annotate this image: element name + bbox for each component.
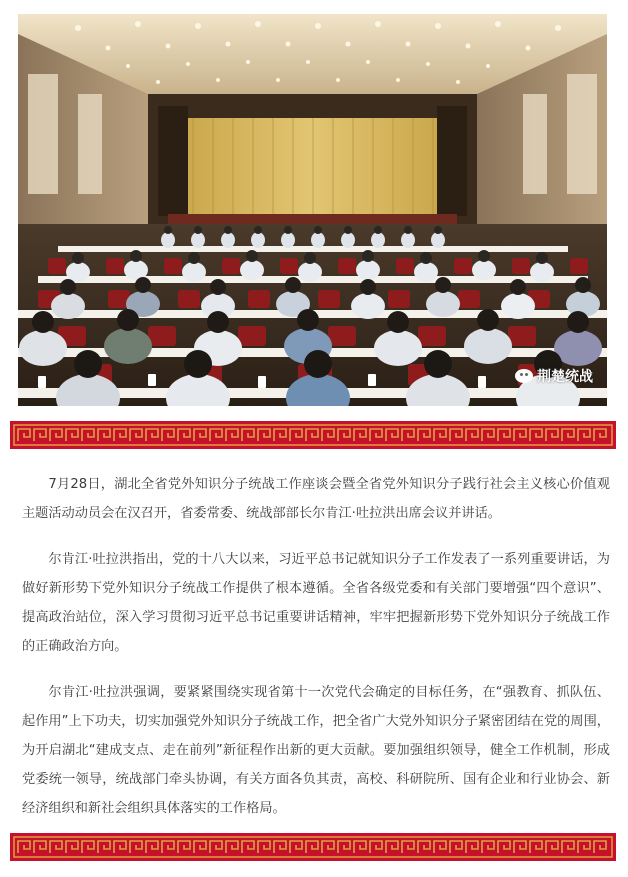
meeting-photo-illustration bbox=[18, 14, 607, 406]
decorative-border-top bbox=[10, 421, 616, 449]
article-paragraph-2: 尔肯江·吐拉洪指出，党的十八大以来，习近平总书记就知识分子工作发表了一系列重要讲话，为做好新形势下党外知识分子统战工作提供了根本遵循。全省各级党委和有关部门要增强“四个意识”、提高政治站位，深入学习贯彻习近平总书记重要讲话精神，牢牢把握新形势下党外知识分子统战工作的正确政治方向。 bbox=[22, 552, 610, 654]
article-body bbox=[22, 470, 610, 840]
wechat-icon bbox=[515, 369, 533, 383]
article-paragraph-3: 尔肯江·吐拉洪强调，要紧紧围绕实现省第十一次党代会确定的目标任务，在“强教育、抓队伍、起作用”上下功夫，切实加强党外知识分子统战工作，把全省广大党外知识分子紧密团结在党的周围，为开启湖北“建成支点、走在前列”新征程作出新的更大贡献。要加强组织领导，健全工作机制，形成党委统一领导，统战部门牵头协调，有关方面各负其责，高校、科研院所、国有企业和行业协会、新经济组织和新社会组织具体落实的工作格局。 bbox=[22, 685, 610, 816]
decorative-border-bottom bbox=[10, 833, 616, 861]
watermark-text: 荆楚统战 bbox=[537, 369, 593, 385]
meeting-photo bbox=[18, 14, 607, 406]
watermark bbox=[515, 366, 593, 386]
article-paragraph-1: 7月28日，湖北全省党外知识分子统战工作座谈会暨全省党外知识分子践行社会主义核心价值观主题活动动员会在汉召开，省委常委、统战部部长尔肯江·吐拉洪出席会议并讲话。 bbox=[22, 477, 610, 521]
